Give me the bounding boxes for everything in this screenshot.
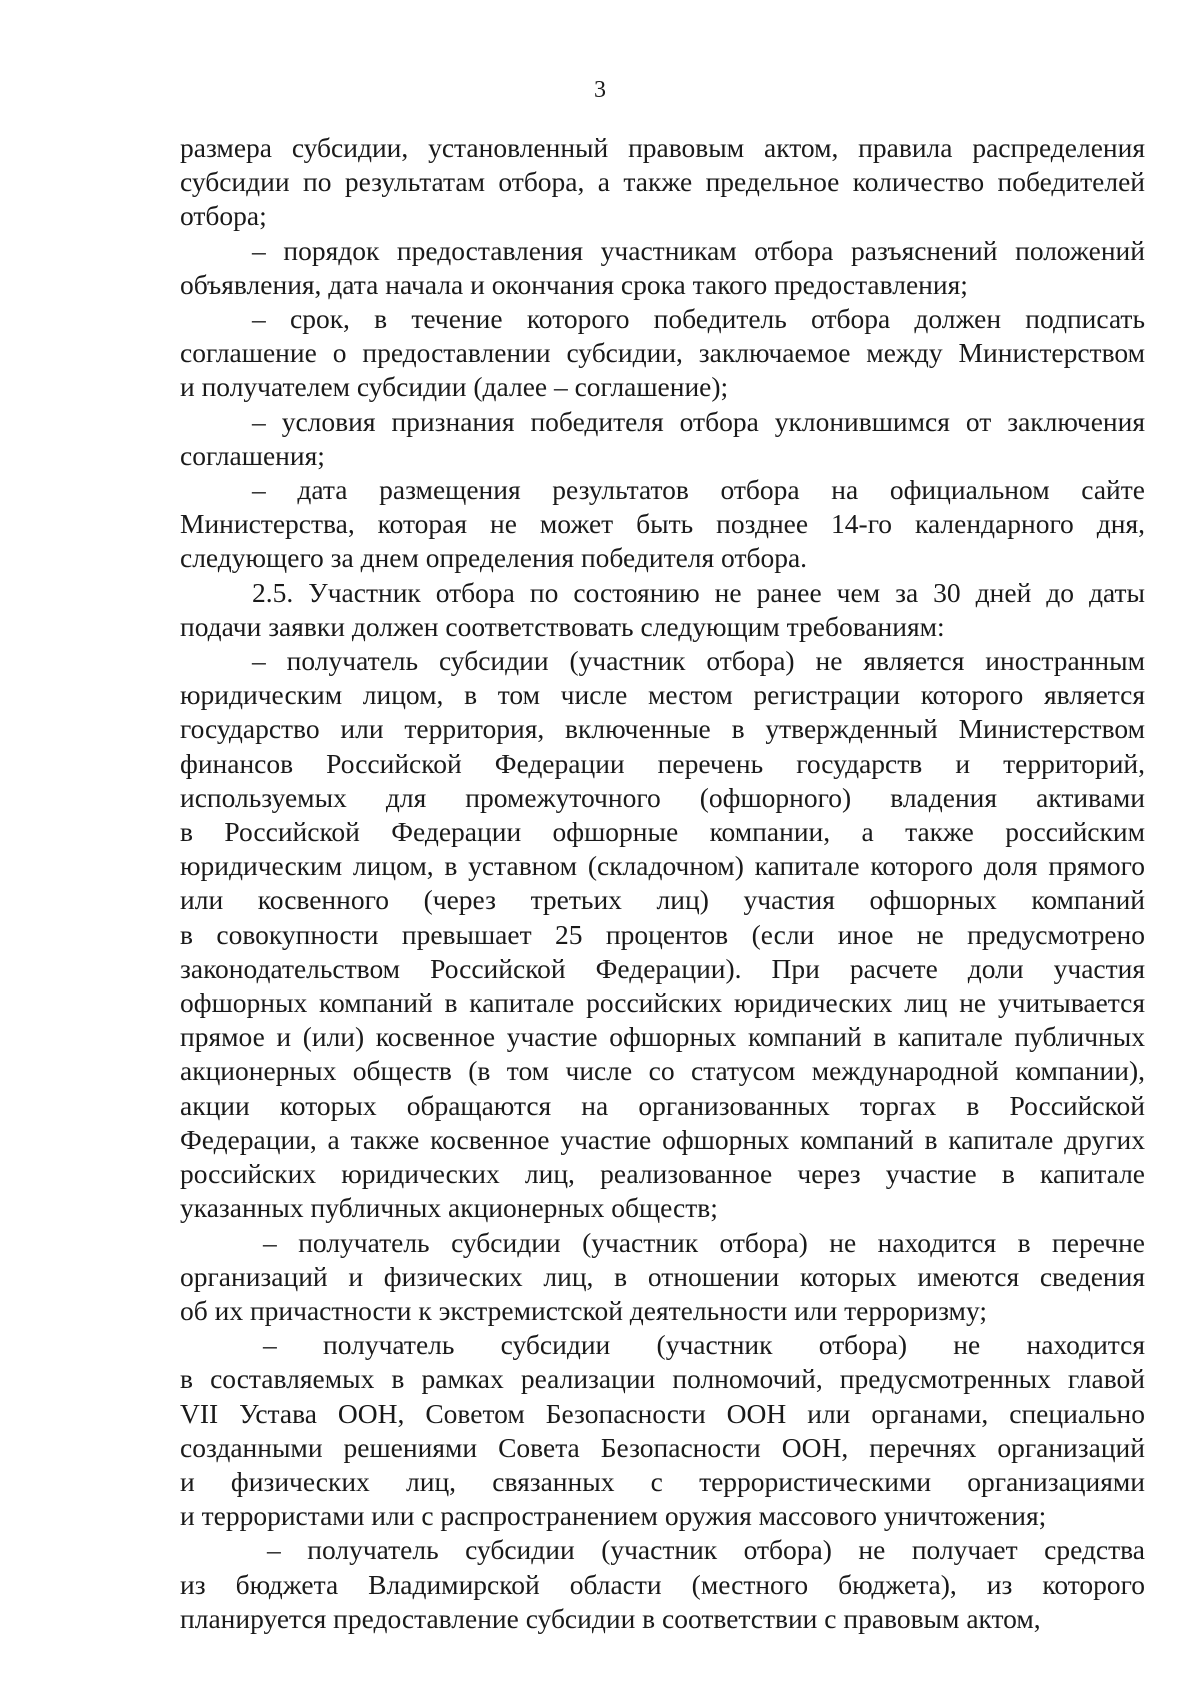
text-line: в составляемых в рамках реализации полномочий, предусмотренных главой bbox=[180, 1363, 1145, 1395]
text-line: размера субсидии, установленный правовым актом, правила распределения bbox=[180, 132, 1145, 163]
text-line: субсидии по результатам отбора, а также предельное количество победителей bbox=[180, 166, 1145, 198]
text-line: – получатель субсидии (участник отбора) не является иностранным bbox=[252, 645, 1145, 677]
text-line: используемых для промежуточного (офшорного) владения активами bbox=[180, 781, 1145, 813]
text-line: – срок, в течение которого победитель отбора должен подписать bbox=[252, 303, 1145, 335]
text-line: российских юридических лиц, реализованное через участие в капитале bbox=[180, 1158, 1145, 1190]
text-line: 2.5. Участник отбора по состоянию не ранее чем за 30 дней до даты bbox=[252, 576, 1145, 608]
text-line: – условия признания победителя отбора уклонившимся от заключения bbox=[252, 405, 1145, 437]
paragraph bbox=[180, 131, 1145, 234]
text-line: офшорных компаний в капитале российских юридических лиц не учитывается bbox=[180, 987, 1145, 1019]
text-line: об их причастности к экстремистской деятельности или терроризму; bbox=[180, 1294, 987, 1326]
paragraph bbox=[180, 405, 1145, 473]
text-line: соглашение о предоставлении субсидии, заключаемое между Министерством bbox=[180, 337, 1145, 369]
paragraph bbox=[180, 1328, 1145, 1533]
text-line: акции которых обращаются на организованных торгах в Российской bbox=[180, 1089, 1145, 1121]
text-line: следующего за днем определения победителя отбора. bbox=[180, 542, 808, 574]
paragraph bbox=[180, 234, 1145, 302]
text-line: указанных публичных акционерных обществ; bbox=[180, 1192, 718, 1224]
page-number: 3 bbox=[594, 77, 606, 103]
text-line: объявления, дата начала и окончания срока такого предоставления; bbox=[180, 268, 968, 300]
text-line: соглашения; bbox=[180, 439, 325, 471]
text-line: подачи заявки должен соответствовать следующим требованиям: bbox=[180, 610, 945, 642]
paragraph bbox=[180, 644, 1145, 1225]
text-line: или косвенного (через третьих лиц) участия офшорных компаний bbox=[180, 884, 1145, 916]
text-line: прямое и (или) косвенное участие офшорных компаний в капитале публичных bbox=[180, 1021, 1145, 1053]
text-line: юридическим лицом, в том числе местом регистрации которого является bbox=[180, 679, 1145, 711]
text-line: – получатель субсидии (участник отбора) не получает средства bbox=[267, 1534, 1145, 1566]
text-line: VII Устава ООН, Советом Безопасности ООН или органами, специально bbox=[180, 1397, 1145, 1429]
text-line: юридическим лицом, в уставном (складочном) капитале которого доля прямого bbox=[180, 850, 1145, 882]
text-line: организаций и физических лиц, в отношении которых имеются сведения bbox=[180, 1260, 1145, 1292]
text-line: – дата размещения результатов отбора на официальном сайте bbox=[252, 474, 1145, 506]
text-line: акционерных обществ (в том числе со статусом международной компании), bbox=[180, 1055, 1145, 1087]
paragraph bbox=[180, 473, 1145, 576]
text-line: в Российской Федерации офшорные компании, а также российским bbox=[180, 816, 1145, 848]
text-line: в совокупности превышает 25 процентов (если иное не предусмотрено bbox=[180, 918, 1145, 950]
text-line: Федерации, а также косвенное участие офшорных компаний в капитале других bbox=[180, 1123, 1145, 1155]
text-line: и получателем субсидии (далее – соглашение); bbox=[180, 371, 729, 403]
text-line: – получатель субсидии (участник отбора) не находится в перечне bbox=[263, 1226, 1145, 1258]
text-line: законодательством Российской Федерации). При расчете доли участия bbox=[180, 952, 1145, 984]
paragraph bbox=[180, 1533, 1145, 1636]
text-line: – получатель субсидии (участник отбора) не находится bbox=[263, 1329, 1145, 1361]
text-line: Министерства, которая не может быть позднее 14-го календарного дня, bbox=[180, 508, 1145, 540]
text-line: – порядок предоставления участникам отбора разъяснений положений bbox=[252, 234, 1145, 266]
text-line: созданными решениями Совета Безопасности ООН, перечнях организаций bbox=[180, 1431, 1145, 1463]
paragraph bbox=[180, 1226, 1145, 1329]
paragraph bbox=[180, 576, 1145, 644]
paragraph bbox=[180, 302, 1145, 405]
text-line: и террористами или с распространением оружия массового уничтожения; bbox=[180, 1500, 1047, 1532]
text-line: государство или территория, включенные в утвержденный Министерством bbox=[180, 713, 1145, 745]
text-line: из бюджета Владимирской области (местного бюджета), из которого bbox=[180, 1568, 1145, 1600]
text-line: планируется предоставление субсидии в соответствии с правовым актом, bbox=[180, 1602, 1041, 1634]
document-body bbox=[180, 131, 1145, 1636]
text-line: финансов Российской Федерации перечень государств и территорий, bbox=[180, 747, 1145, 779]
text-line: и физических лиц, связанных с террористическими организациями bbox=[180, 1465, 1145, 1497]
text-line: отбора; bbox=[180, 200, 267, 232]
